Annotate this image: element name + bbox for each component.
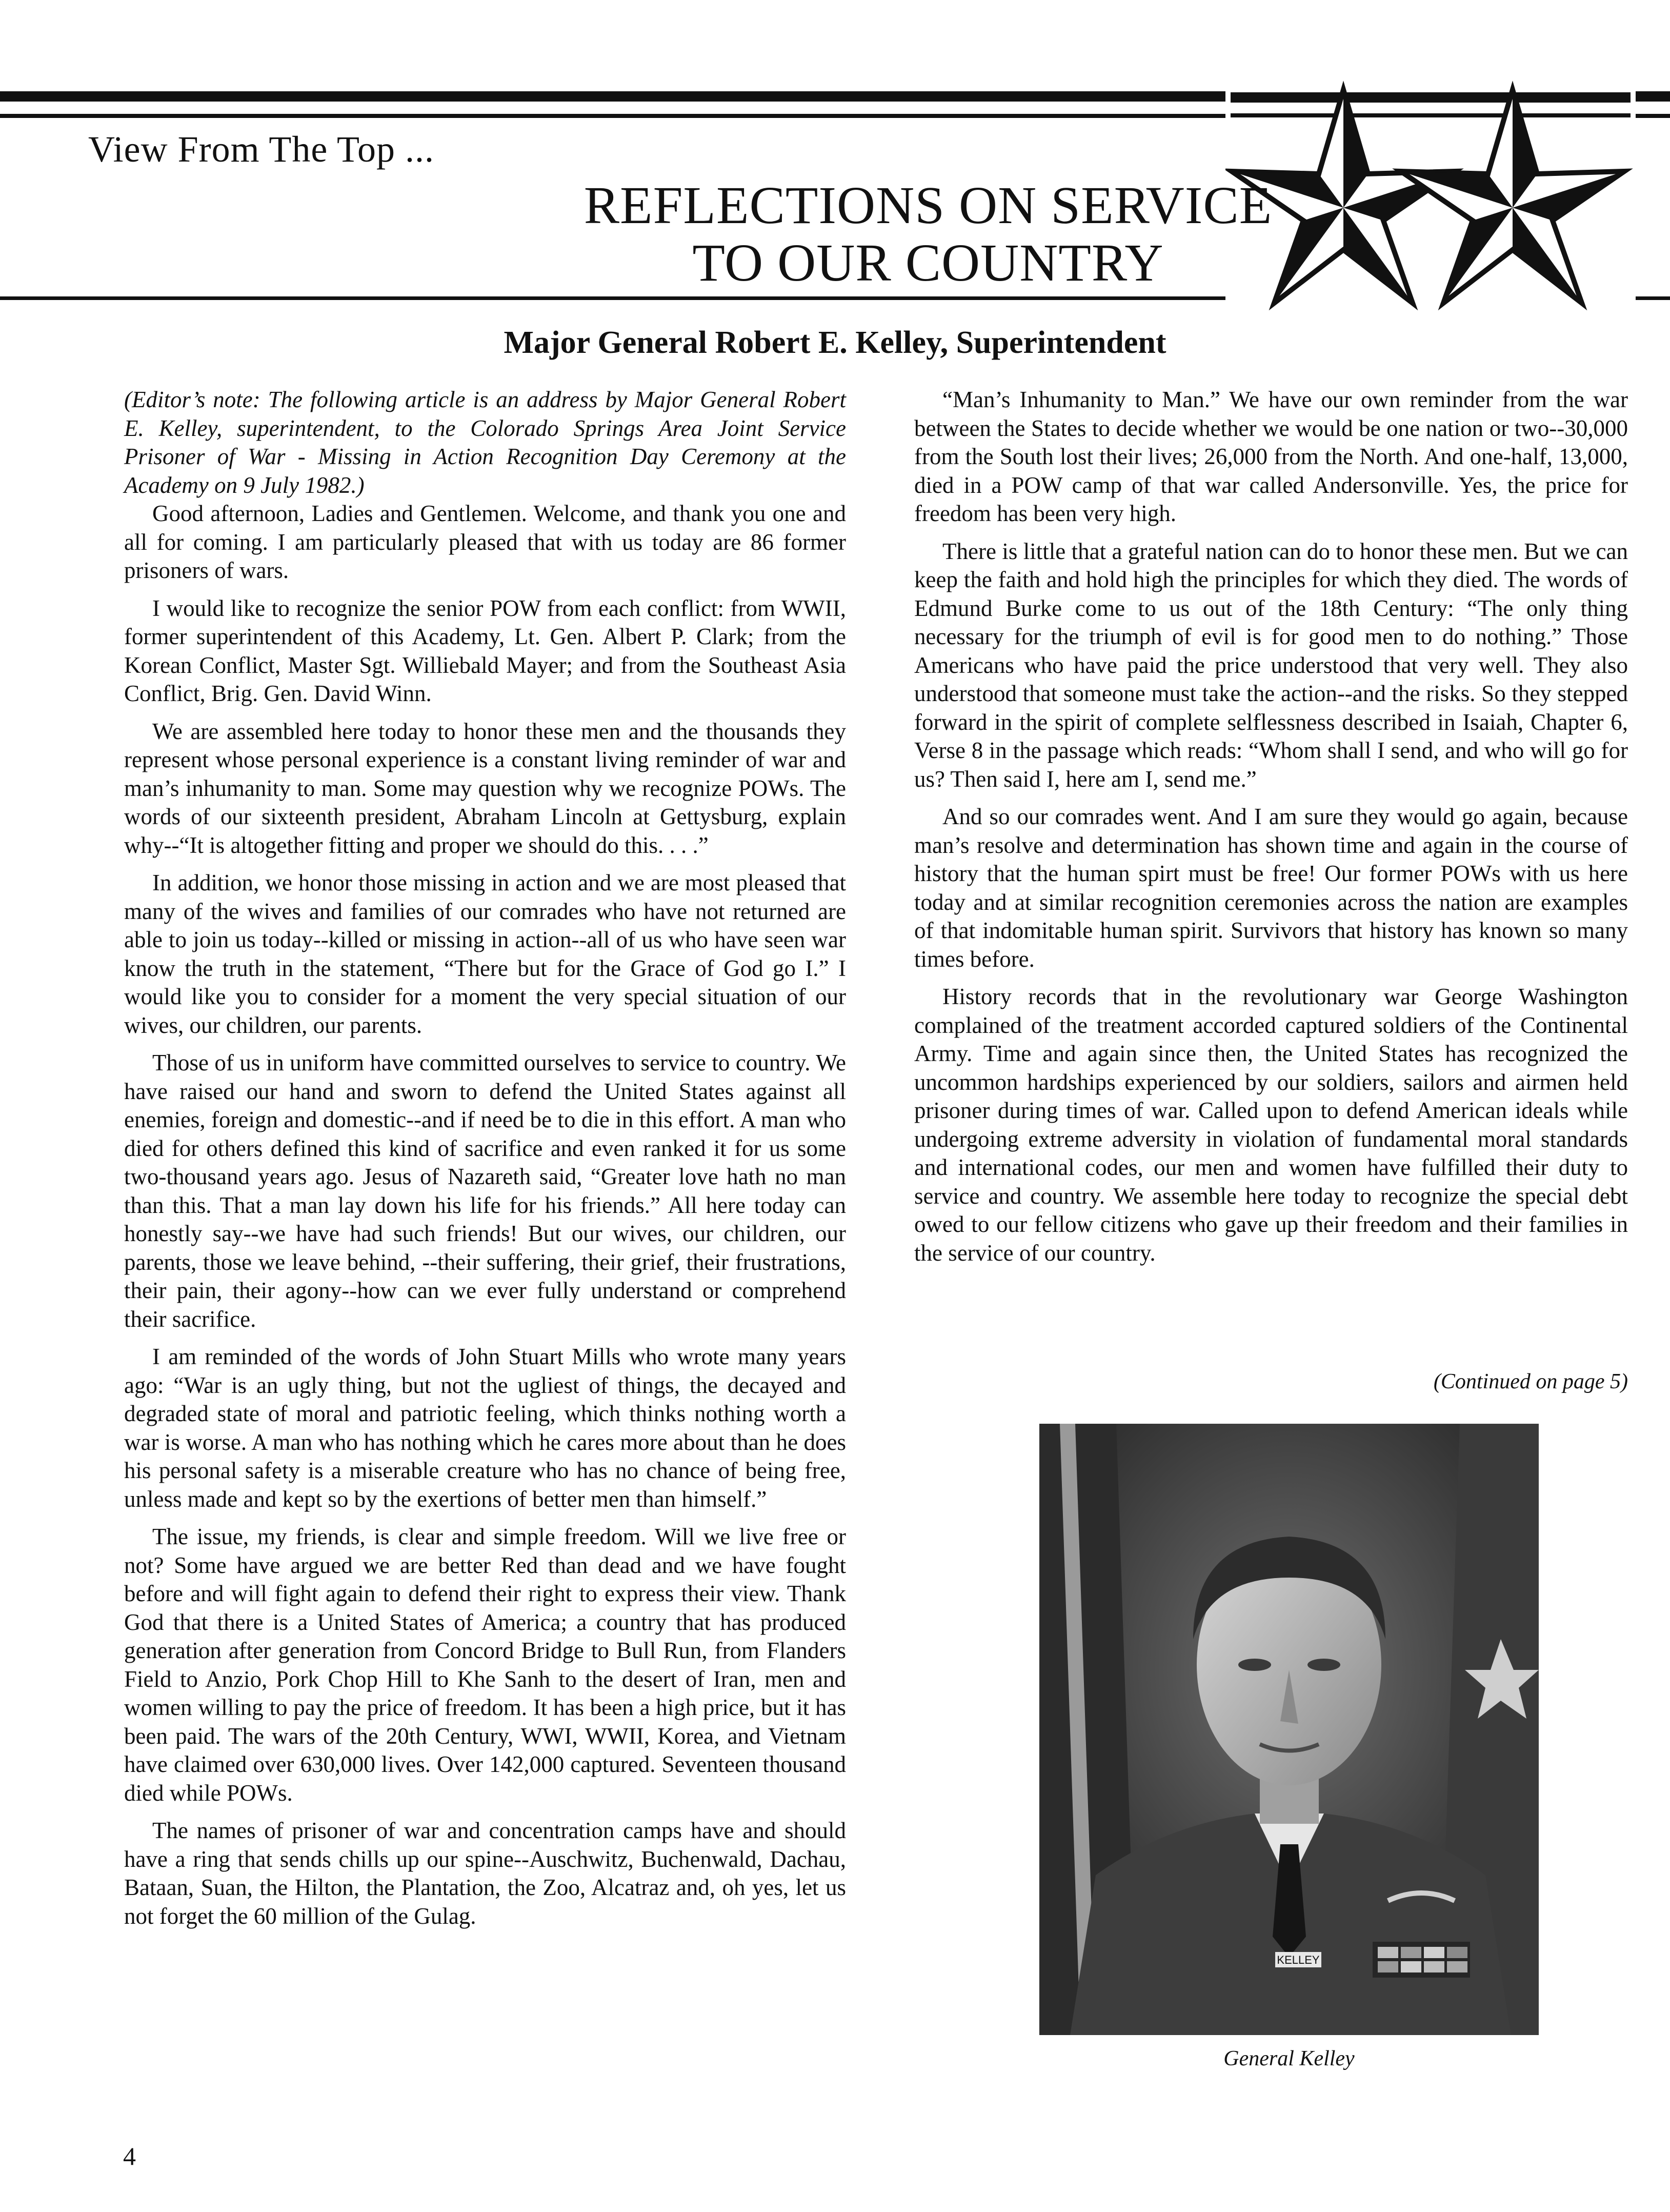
continued-note: (Continued on page 5) bbox=[1433, 1370, 1628, 1393]
page-number: 4 bbox=[123, 2142, 136, 2170]
paragraph: The issue, my friends, is clear and simple freedom. Will we live free or not? Some have argued we are better Red than dead and we have fought before and will fight again to defend their right to express their view. Thank God that there is a United States of America; a country that has produced generation after generation from Concord Bridge to Bull Run, from Flanders Field to Anzio, Pork Chop Hill to Khe Sanh to the desert of Iran, men and women willing to pay the price of freedom. It has been a high price, but it has been paid. The wars of the 20th Century, WWI, WWII, Korea, and Vietnam have claimed over 630,000 lives. Over 142,000 captured. Seventeen thousand died while POWs. bbox=[124, 1524, 846, 1806]
paragraph: I am reminded of the words of John Stuart Mills who wrote many years ago: “War is an ugly thing, but not the ugliest of things, the decayed and degraded state of moral and patriotic feeling, which thinks nothing worth a war is worse. A man who has nothing which he cares more about than he does his personal safety is a miserable creature who has no chance of being free, unless made and kept so by the exertions of better men than himself.” bbox=[124, 1344, 846, 1512]
paragraph: And so our comrades went. And I am sure they would go again, because man’s resolve and determination has shown time and again in the course of history that the human spirt must be free! Our former POWs with us here today and at similar recognition ceremonies across the nation are examples of that indomitable human spirit. Survivors that history has known so many times before. bbox=[914, 804, 1628, 972]
byline: Major General Robert E. Kelley, Superintendent bbox=[504, 325, 1166, 360]
portrait-image bbox=[1039, 1424, 1539, 2035]
editor-note: (Editor’s note: The following article is an address by Major General Robert E. Kelley, superintendent, to the Colorado Springs Area Joint Service Prisoner of War - Missing in Action Recognition Day Ceremony at the Academy on 9 July 1982.) bbox=[124, 387, 846, 498]
name-tag-text: KELLEY bbox=[1277, 1954, 1320, 1966]
paragraph: There is little that a grateful nation can do to honor these men. But we can keep the faith and hold high the principles for which they died. The words of Edmund Burke come to us out of the 18th Century: “The only thing necessary for the triumph of evil is for good men to do nothing.” Those Americans who have paid the price understood that very well. They also understood that someone must take the action--and the risks. So they stepped forward in the spirit of complete selflessness described in Isaiah, Chapter 6, Verse 8 in the passage which reads: “Whom shall I send, and who will go for us? Then said I, here am I, send me.” bbox=[914, 538, 1628, 792]
paragraph: Those of us in uniform have committed ourselves to service to country. We have raised our hand and sworn to defend the United States against all enemies, foreign and domestic--and if need be to die in this effort. A man who died for others defined this kind of sacrifice and even ranked it for us some two-thousand years ago. Jesus of Nazareth said, “Greater love hath no man than this. That a man lay down his life for his friends.” All here today can honestly say--we have had such friends! But our wives, our children, our parents, those we leave behind, --their suffering, their grief, their frustrations, their pain, their agony--how can we ever fully understand or comprehend their sacrifice. bbox=[124, 1050, 846, 1332]
paragraph: In addition, we honor those missing in action and we are most pleased that many of the wives and families of our comrades who have not returned are able to join us today--killed or missing in action--all of us who have seen war know the truth in the statement, “There but for the Grace of God go I.” I would like you to consider for a moment the very special situation of our wives, our children, our parents. bbox=[124, 870, 846, 1038]
portrait-photo bbox=[1039, 1424, 1539, 2035]
title-line-1: REFLECTIONS ON SERVICE bbox=[584, 176, 1273, 235]
article-column-left bbox=[124, 386, 846, 1930]
paragraph: Good afternoon, Ladies and Gentlemen. Welcome, and thank you one and all for coming. I am particularly pleased that with us today are 86 former prisoners of wars. bbox=[124, 501, 846, 583]
article-title bbox=[446, 177, 1410, 292]
paragraph: The names of prisoner of war and concentration camps have and should have a ring that sends chills up our spine--Auschwitz, Buchenwald, Dachau, Bataan, Suan, the Hilton, the Plantation, the Zoo, Alcatraz and, oh yes, let us not forget the 60 million of the Gulag. bbox=[124, 1818, 846, 1929]
paragraph: I would like to recognize the senior POW from each conflict: from WWII, former superintendent of this Academy, Lt. Gen. Albert P. Clark; from the Korean Conflict, Master Sgt. Williebald Mayer; and from the Southeast Asia Conflict, Brig. Gen. David Winn. bbox=[124, 595, 846, 706]
paragraph: “Man’s Inhumanity to Man.” We have our own reminder from the war between the States to decide whether we would be one nation or two--30,000 from the South lost their lives; 26,000 from the North. And one-half, 13,000, died in a POW camp of that war called Andersonville. Yes, the price for freedom has been very high. bbox=[914, 387, 1628, 526]
section-kicker: View From The Top ... bbox=[88, 129, 434, 170]
paragraph: History records that in the revolutionary war George Washington complained of the treatment accorded captured soldiers of the Continental Army. Time and again since then, the United States has recognized the uncommon hardships experienced by our soldiers, sailors and airmen held prisoner during times of war. Called upon to defend American ideals while undergoing extreme adversity in violation of fundamental moral standards and international codes, our men and women have fulfilled their duty to service and country. We assemble here today to recognize the special debt owed to our fellow citizens who gave up their freedom and their families in the service of our country. bbox=[914, 984, 1628, 1266]
paragraph: We are assembled here today to honor these men and the thousands they represent whose personal experience is a constant living reminder of war and man’s inhumanity to man. Some may question why we recognize POWs. The words of our sixteenth president, Abraham Lincoln at Gettysburg, explain why--“It is altogether fitting and proper we should do this. . . .” bbox=[124, 718, 846, 858]
title-line-2: TO OUR COUNTRY bbox=[692, 233, 1164, 292]
photo-caption: General Kelley bbox=[1223, 2047, 1355, 2070]
article-column-right bbox=[914, 386, 1628, 1267]
